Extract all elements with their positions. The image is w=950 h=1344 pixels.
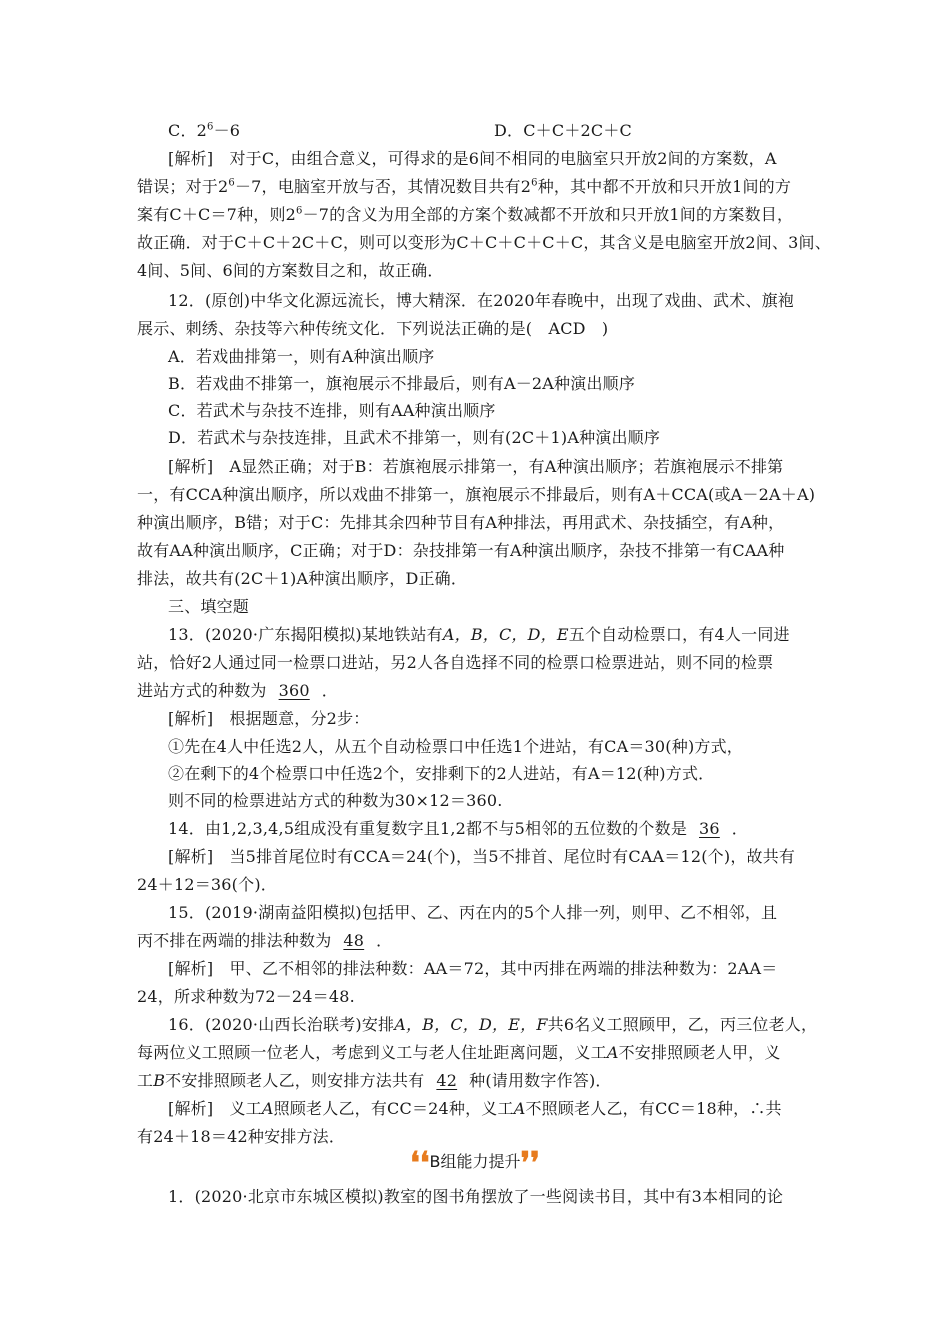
answer-blank: 36: [699, 819, 720, 838]
text-line: [168, 764, 714, 784]
answer-blank: 360: [278, 681, 310, 700]
line-text: 排法，故共有(2C＋1)A种演出顺序，D正确．: [137, 569, 468, 588]
option-c-tail: －6: [213, 121, 241, 140]
line-text: [解析] 义工: [168, 1099, 262, 1118]
section-banner: [0, 1146, 950, 1181]
line-text: 错误；对于2: [137, 177, 229, 196]
superscript: 6: [296, 205, 303, 217]
text-line: [137, 233, 831, 253]
italic-letter: B: [153, 1071, 166, 1090]
line-text: ．: [321, 681, 338, 700]
line-text: 1．(2020·北京市东城区模拟)教室的图书角摆放了一些阅读书目，其中有3本相同的论: [168, 1187, 784, 1206]
line-text: 进站方式的种数为: [137, 681, 267, 700]
superscript: 6: [228, 177, 235, 189]
text-line: [137, 681, 338, 701]
line-text: [解析] 甲、乙不相邻的排法种数：AA＝72，其中丙排在两端的排法种数为：2AA＝: [168, 959, 778, 978]
text-line: [137, 1127, 345, 1147]
line-text: 站，恰好2人通过同一检票口进站，另2人各自选择不同的检票口检票进站，则不同的检票: [137, 653, 774, 672]
line-text: [解析] 对于C，由组合意义，可得求的是6间不相同的电脑室只开放2间的方案数，A: [168, 149, 777, 168]
line-text: ): [585, 319, 609, 338]
line-text: 丙不排在两端的排法种数为: [137, 931, 332, 950]
line-text: ．: [731, 819, 748, 838]
option-d-text: D．C＋C＋2C＋C: [494, 121, 632, 140]
option-c-line: [168, 401, 496, 421]
text-line: [137, 177, 791, 197]
line-text: 故有AA种演出顺序，C正确；对于D：杂技排第一有A种演出顺序，杂技不排第一有CAA种: [137, 541, 785, 560]
line-text: A．若戏曲排第一，则有A种演出顺序: [168, 347, 435, 366]
question-12-line: [168, 291, 794, 311]
right-quote-icon: ❜❜: [520, 1146, 540, 1181]
superscript: 6: [207, 121, 214, 133]
line-text: 照顾老人乙，有CC＝24种，义工: [273, 1099, 514, 1118]
text-line: [137, 261, 444, 281]
line-text: 三、填空题: [168, 597, 250, 616]
line-text: 案有C＋C＝7种，则2: [137, 205, 297, 224]
line-text: 共6名义工照顾甲，乙，丙三位老人，: [547, 1015, 818, 1034]
line-text: ．: [376, 931, 393, 950]
text-line: [137, 319, 608, 339]
line-text: ②在剩下的4个检票口中任选2个，安排剩下的2人进站，有A＝12(种)方式．: [168, 764, 715, 783]
text-line: [137, 541, 785, 561]
italic-letter: A: [261, 1099, 274, 1118]
line-text: －7的含义为用全部的方案个数减都不开放和只开放1间的方案数目，: [302, 205, 794, 224]
question-15-line: [168, 903, 777, 923]
text-line: [137, 513, 784, 533]
line-text: 五个自动检票口，有4人一同进: [568, 625, 790, 644]
line-text: 24，所求种数为72－24＝48.: [137, 987, 355, 1006]
text-line: [137, 205, 793, 225]
question-b1-line: [168, 1187, 783, 1207]
option-d-line: [168, 428, 660, 448]
text-line: [168, 149, 777, 169]
line-text: ①先在4人中任选2人，从五个自动检票口中任选1个进站，有CA＝30(种)方式，: [168, 737, 743, 756]
italic-letters: A，B，C，D，E: [442, 625, 569, 644]
line-text: 不照顾老人乙，有CC＝18种，∴共: [525, 1099, 782, 1118]
line-text: 每两位义工照顾一位老人，考虑到义工与老人住址距离问题，义工: [137, 1043, 607, 1062]
superscript: 6: [531, 177, 538, 189]
line-text: C．若武术与杂技不连排，则有AA种演出顺序: [168, 401, 496, 420]
left-quote-icon: ❛❛: [410, 1146, 430, 1181]
line-text: [解析] A显然正确；对于B：若旗袍展示排第一，有A种演出顺序；若旗袍展示不排第: [168, 457, 784, 476]
text-line: [168, 1099, 782, 1119]
italic-letter: A: [513, 1099, 526, 1118]
line-text: 24＋12＝36(个)．: [137, 875, 277, 894]
italic-letter: A: [606, 1043, 619, 1062]
text-line: [137, 1043, 781, 1063]
line-text: 种演出顺序，B错；对于C：先排其余四种节目有A种排法，再用武术、杂技插空，有A种，: [137, 513, 785, 532]
line-text: 16．(2020·山西长治联考)安排: [168, 1015, 395, 1034]
section-heading: [168, 597, 249, 617]
answer-blank: 48: [343, 931, 365, 950]
line-text: 15．(2019·湖南益阳模拟)包括甲、乙、丙在内的5个人排一列，则甲、乙不相邻，且: [168, 903, 778, 922]
text-line: [137, 653, 773, 673]
line-text: 13．(2020·广东揭阳模拟)某地铁站有: [168, 625, 443, 644]
option-c-line: [168, 121, 240, 141]
text-line: [137, 875, 277, 895]
text-line: [168, 847, 795, 867]
line-text: 种(请用数字作答)．: [469, 1071, 612, 1090]
line-text: 工: [137, 1071, 154, 1090]
italic-letters: A，B，C，D，E，F: [394, 1015, 548, 1034]
line-text: [解析] 当5排首尾位时有CCA＝24(个)，当5不排首、尾位时有CAA＝12(个)，故共有: [168, 847, 796, 866]
answer-choice: ACD: [548, 319, 586, 338]
option-a-line: [168, 347, 435, 367]
line-text: D．若武术与杂技连排，且武术不排第一，则有(2C＋1)A种演出顺序: [168, 428, 661, 447]
text-line: [168, 737, 743, 757]
text-line: [168, 709, 369, 729]
line-text: －7，电脑室开放与否，其情况数目共有2: [234, 177, 532, 196]
line-text: 不安排照顾老人甲，义: [618, 1043, 781, 1062]
text-line: [137, 987, 355, 1007]
line-text: 14．由1,2,3,4,5组成没有重复数字且1,2都不与5相邻的五位数的个数是: [168, 819, 688, 838]
line-text: B．若戏曲不排第一，旗袍展示不排最后，则有A－2A种演出顺序: [168, 374, 636, 393]
text-line: [137, 931, 392, 951]
text-line: [137, 485, 815, 505]
option-c-text: C．2: [168, 121, 208, 140]
text-line: [168, 791, 503, 811]
text-line: [137, 569, 467, 589]
option-d-line: [494, 121, 632, 141]
line-text: 不安排照顾老人乙，则安排方法共有: [165, 1071, 425, 1090]
line-text: 展示、刺绣、杂技等六种传统文化．下列说法正确的是(: [137, 319, 549, 338]
banner-title: B组能力提升: [429, 1152, 521, 1171]
line-text: 一，有CCA种演出顺序，所以戏曲不排第一，旗袍展示不排最后，则有A＋CCA(或A－2A＋A): [137, 485, 816, 504]
answer-blank: 42: [436, 1071, 458, 1090]
line-text: [解析] 根据题意，分2步：: [168, 709, 370, 728]
line-text: 种，其中都不开放和只开放1间的方: [537, 177, 792, 196]
line-text: 故正确．对于C＋C＋2C＋C，则可以变形为C＋C＋C＋C＋C，其含义是电脑室开放2间、3间、: [137, 233, 831, 252]
line-text: 4间、5间、6间的方案数目之和，故正确．: [137, 261, 444, 280]
text-line: [168, 959, 777, 979]
text-line: [137, 1071, 612, 1091]
option-b-line: [168, 374, 635, 394]
question-13-line: [168, 625, 790, 645]
text-line: [168, 457, 783, 477]
question-16-line: [168, 1015, 817, 1035]
question-14-line: [168, 819, 748, 839]
line-text: 则不同的检票进站方式的种数为30×12＝360.: [168, 791, 503, 810]
line-text: 有24＋18＝42种安排方法．: [137, 1127, 346, 1146]
line-text: 12．(原创)中华文化源远流长，博大精深．在2020年春晚中，出现了戏曲、武术、旗袍: [168, 291, 794, 310]
